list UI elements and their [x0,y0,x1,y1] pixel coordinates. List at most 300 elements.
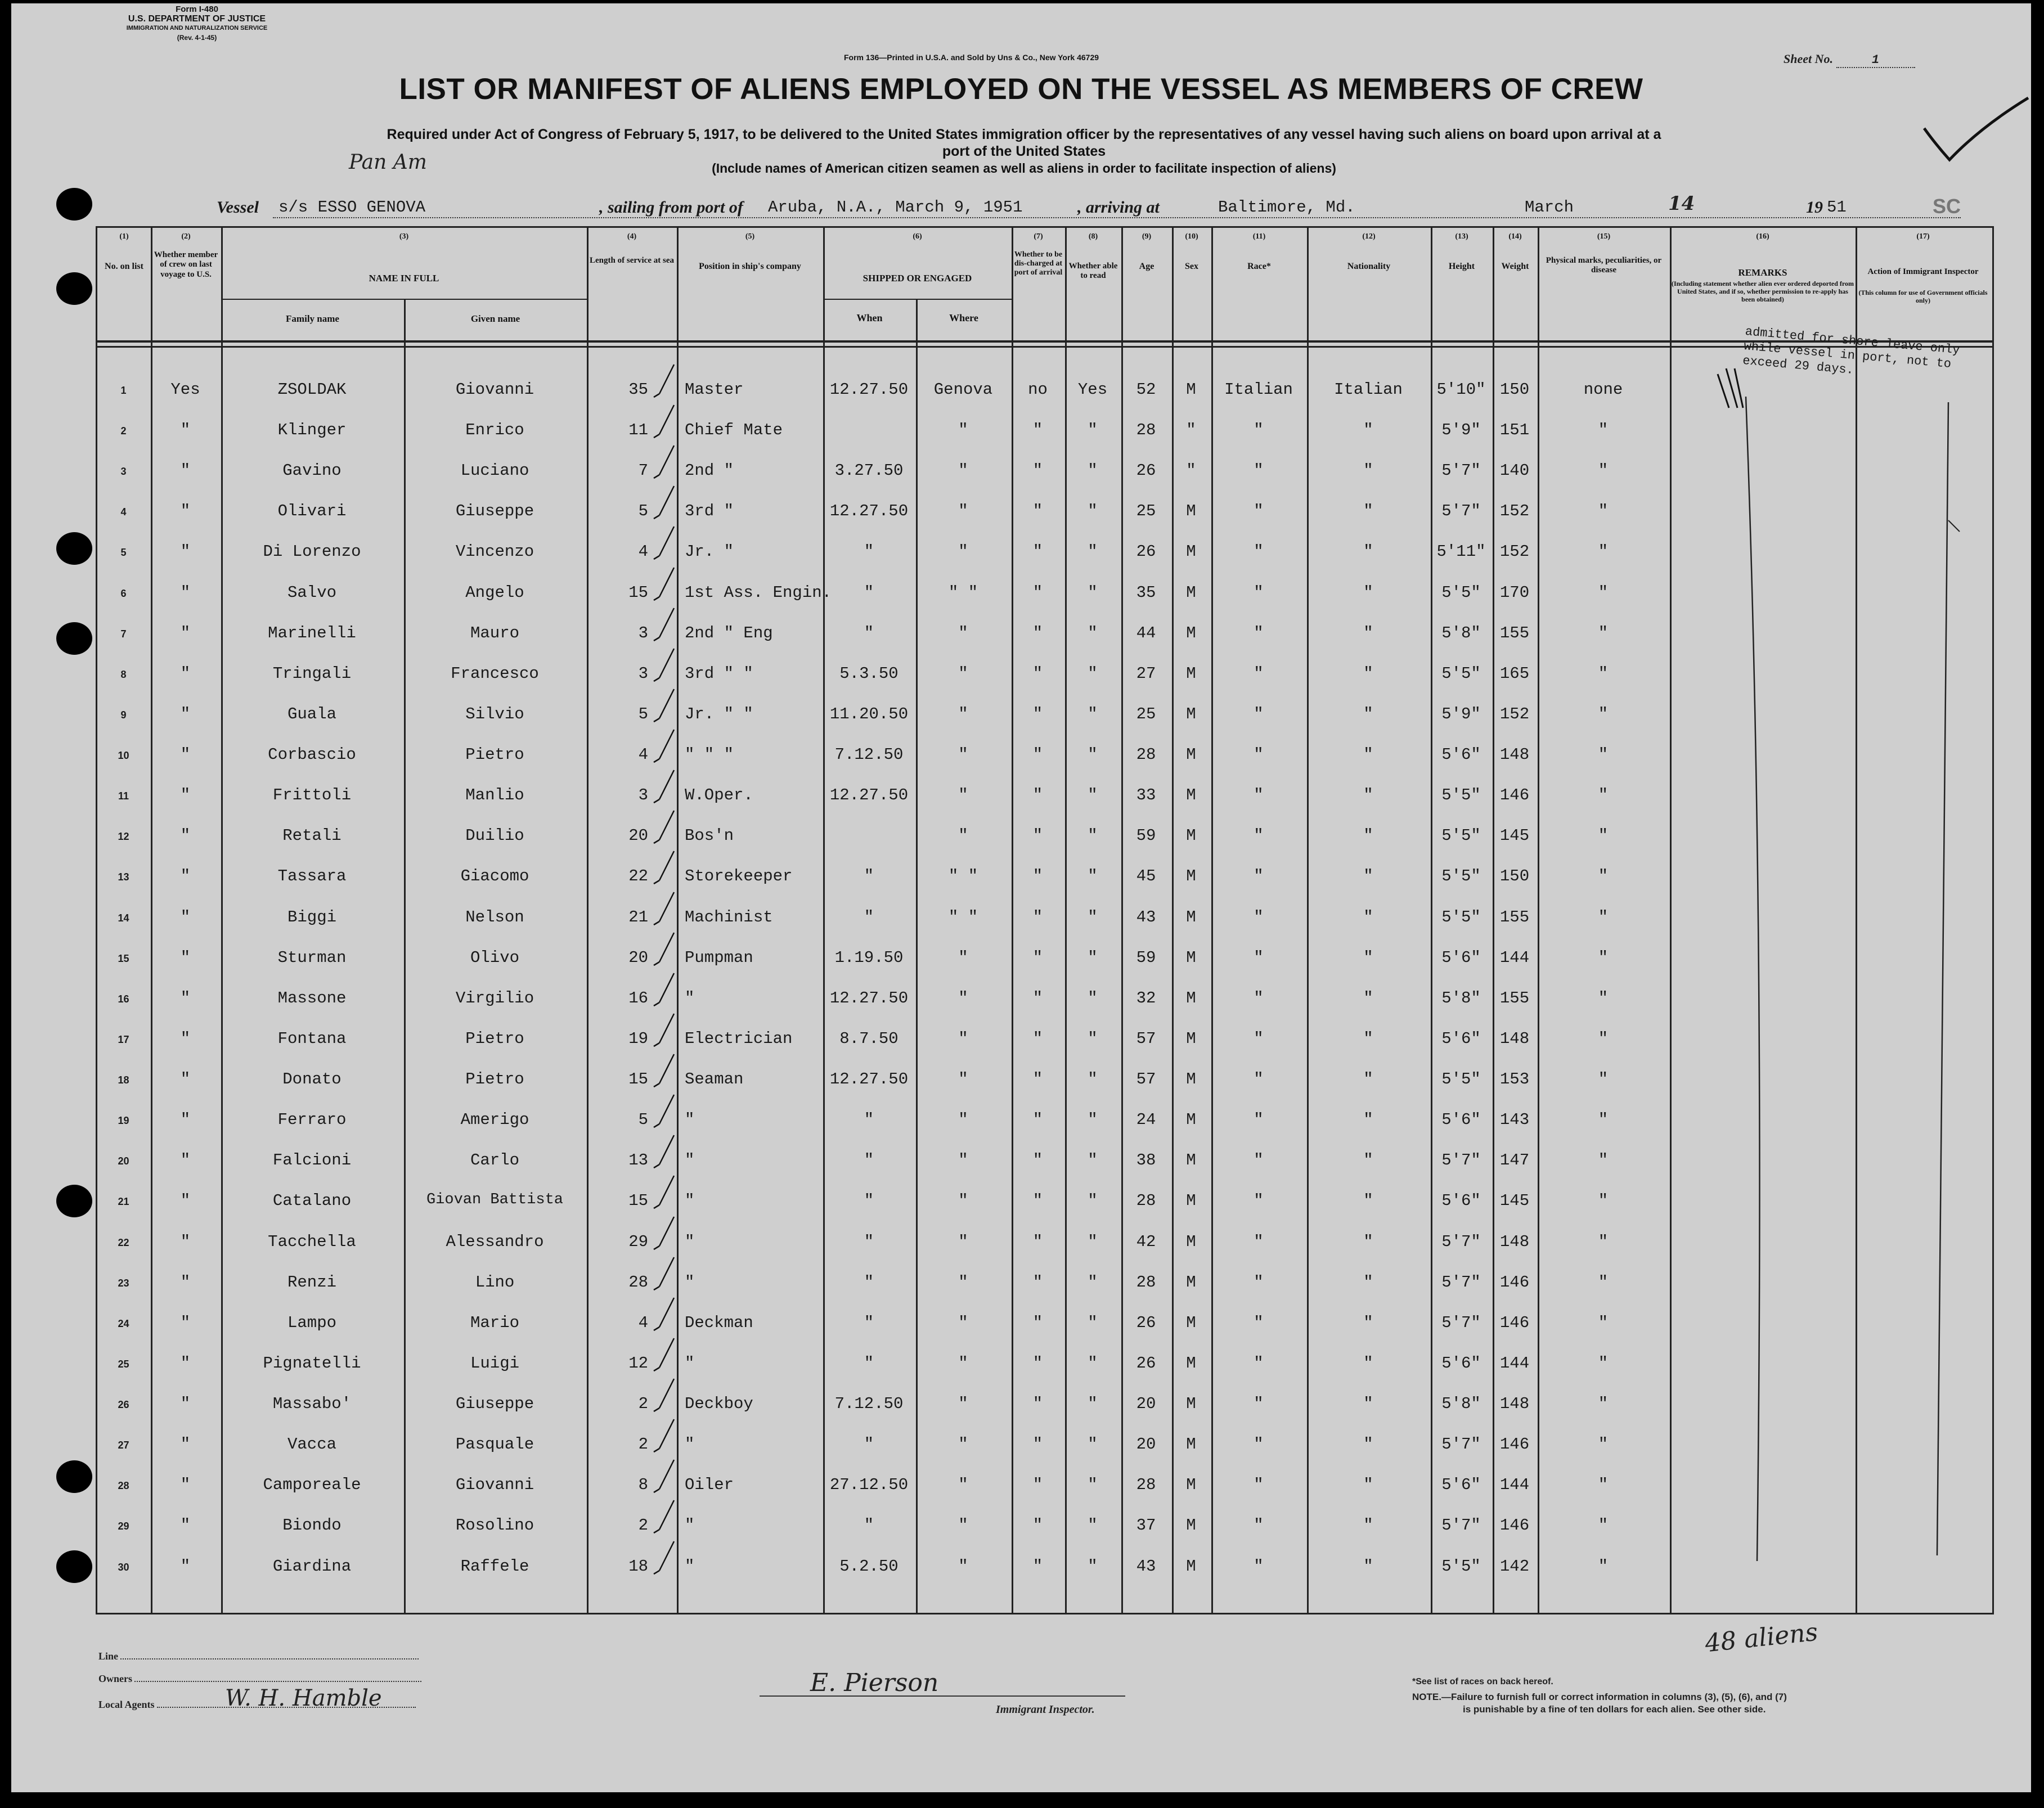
cell-discharged: " [1032,867,1043,886]
cell-given: Silvio [465,704,524,723]
cell-crew: " [180,421,191,440]
sheet-no: 1 [1836,53,1915,68]
cell-sex: M [1186,867,1196,886]
service-check-icon [652,444,685,484]
cell-service: 16 [628,988,648,1008]
cell-no: 24 [118,1317,129,1329]
table-row [97,461,1991,482]
cell-family: Corbascio [268,745,356,764]
cell-sex: M [1186,1191,1196,1211]
cell-when: 7.12.50 [834,745,904,764]
cell-given: Pietro [465,745,524,764]
service-check-icon [652,1418,685,1458]
cell-no: 3 [120,466,127,478]
cell-height: 5'5" [1441,826,1481,845]
cell-marks: " [1598,461,1609,480]
cell-weight: 150 [1499,380,1530,399]
service-check-icon [652,1297,685,1336]
cell-when: 8.7.50 [839,1029,899,1048]
service-check-icon [652,1378,685,1417]
cell-height: 5'5" [1441,867,1481,886]
cell-nationality: " [1363,1191,1373,1211]
cell-where: " " [948,907,978,927]
cell-weight: 143 [1499,1110,1530,1130]
column-header-13: Height [1448,262,1475,271]
cell-when: 3.27.50 [834,461,904,480]
cell-nationality: " [1363,542,1373,561]
cell-when: " [864,1191,874,1211]
footer-owners-label: Owners [98,1673,421,1685]
column-number-7: (7) [1034,232,1043,241]
cell-family: Fontana [277,1029,347,1048]
cell-family: Biggi [287,907,336,927]
cell-read: " [1088,1110,1098,1130]
column-header-1: No. on list [105,262,143,271]
cell-crew: " [180,542,191,561]
remarks-annotation: admitted for shore leave only while vessel in port, not to exceed 29 days. [1742,325,1961,377]
sailing-label: , sailing from port of [599,198,743,217]
cell-crew: Yes [170,380,200,399]
cell-given: Giovan Battista [426,1191,564,1209]
cell-weight: 145 [1499,1191,1530,1211]
punch-hole [56,532,92,565]
column-number-3: (3) [399,232,409,241]
cell-given: Lino [475,1272,515,1292]
cell-crew: " [180,704,191,723]
cell-position: " [685,1232,695,1251]
cell-where: " [958,542,968,561]
cell-service: 29 [628,1232,648,1251]
punch-hole [56,1185,92,1217]
cell-no: 20 [118,1155,129,1167]
inspector-caption: Immigrant Inspector. [996,1703,1095,1716]
cell-position: Pumpman [685,948,753,967]
cell-read: " [1088,1232,1098,1251]
cell-race: " [1254,1516,1264,1535]
cell-marks: " [1598,542,1609,561]
arrival-day: 14 [1668,192,1695,215]
cell-family: Salvo [287,583,336,602]
cell-read: " [1088,1191,1098,1211]
cell-service: 18 [628,1557,648,1576]
cell-marks: " [1598,1272,1609,1292]
cell-family: Di Lorenzo [263,542,361,561]
cell-position: " [685,1191,695,1211]
cell-age: 28 [1136,745,1156,764]
cell-where: " [958,1476,968,1495]
column-number-10: (10) [1185,232,1198,241]
cell-no: 1 [120,385,127,396]
cell-when: 5.3.50 [839,664,899,683]
cell-where: " [958,826,968,845]
cell-family: ZSOLDAK [277,380,347,399]
service-check-icon [652,1216,685,1255]
column-number-8: (8) [1088,232,1098,241]
cell-where: " [958,502,968,521]
cell-crew: " [180,583,191,602]
cell-marks: " [1598,421,1609,440]
cell-when: 7.12.50 [834,1395,904,1414]
cell-service: 20 [628,826,648,845]
cell-nationality: " [1363,1029,1373,1048]
cell-position: " [685,1110,695,1130]
cell-when: " [864,907,874,927]
punch-hole [56,622,92,655]
cell-given: Giacomo [460,867,529,886]
cell-where: " [958,623,968,642]
cell-marks: " [1598,1516,1609,1535]
cell-position: " [685,1272,695,1292]
cell-read: " [1088,1029,1098,1048]
column-number-9: (9) [1142,232,1152,241]
cell-height: 5'7" [1441,1151,1481,1170]
cell-read: " [1088,502,1098,521]
table-row [97,948,1991,969]
cell-where: " [958,1191,968,1211]
service-check-icon [652,688,685,727]
cell-read: " [1088,542,1098,561]
cell-marks: " [1598,664,1609,683]
column-number-4: (4) [627,232,637,241]
cell-weight: 146 [1499,1435,1530,1454]
table-row [97,624,1991,644]
cell-height: 5'8" [1441,988,1481,1008]
cell-read: " [1088,1272,1098,1292]
corner-mark: SC [1933,195,1961,218]
cell-when: 5.2.50 [839,1557,899,1576]
column-header-14: Weight [1501,262,1529,271]
cell-read: " [1088,1516,1098,1535]
cell-read: " [1088,1557,1098,1576]
cell-service: 15 [628,1191,648,1211]
cell-service: 5 [638,502,648,521]
agents-signature: W. H. Hamble [225,1685,382,1711]
cell-sex: M [1186,1435,1196,1454]
cell-height: 5'5" [1441,1070,1481,1089]
cell-age: 42 [1136,1232,1156,1251]
cell-position: " [685,988,695,1008]
service-check-icon [652,647,685,687]
cell-race: " [1254,421,1264,440]
column-number-16: (16) [1756,232,1769,241]
cell-given: Carlo [470,1151,519,1170]
cell-given: Mario [470,1313,519,1332]
cell-race: " [1254,1353,1264,1373]
cell-no: 12 [118,831,129,843]
table-row [97,705,1991,725]
cell-race: " [1254,583,1264,602]
cell-position: Deckman [685,1313,753,1332]
cell-race: " [1254,988,1264,1008]
cell-discharged: " [1032,1476,1043,1495]
column-number-6: (6) [913,232,922,241]
cell-when: " [864,1313,874,1332]
cell-race: " [1254,1557,1264,1576]
cell-where: " [958,745,968,764]
table-row [97,1070,1991,1090]
cell-discharged: " [1032,1313,1043,1332]
cell-where: " [958,1313,968,1332]
cell-marks: " [1598,745,1609,764]
cell-when: 27.12.50 [829,1476,909,1495]
cell-discharged: " [1032,826,1043,845]
footer-agents-label: Local Agents [98,1699,416,1711]
cell-weight: 153 [1499,1070,1530,1089]
cell-nationality: " [1363,583,1373,602]
cell-service: 5 [638,704,648,723]
cell-race: " [1254,1110,1264,1130]
cell-weight: 148 [1499,1029,1530,1048]
cell-when: " [864,583,874,602]
cell-age: 26 [1136,542,1156,561]
cell-position: W.Oper. [685,786,753,805]
cell-given: Francesco [451,664,539,683]
service-check-icon [652,607,685,646]
cell-given: Raffele [460,1557,529,1576]
cell-read: " [1088,1313,1098,1332]
cell-when: " [864,1353,874,1373]
cell-where: " [958,1151,968,1170]
sheet-label: Sheet No. [1784,52,1833,66]
cell-service: 21 [628,907,648,927]
cell-weight: 146 [1499,1516,1530,1535]
cell-given: Amerigo [460,1110,529,1130]
cell-read: " [1088,623,1098,642]
cell-where: " [958,1272,968,1292]
table-row [97,1029,1991,1050]
cell-family: Frittoli [272,786,352,805]
column-number-12: (12) [1362,232,1376,241]
cell-nationality: " [1363,1395,1373,1414]
service-check-icon [652,1499,685,1539]
cell-nationality: " [1363,786,1373,805]
cell-read: " [1088,421,1098,440]
cell-marks: " [1598,1151,1609,1170]
cell-no: 23 [118,1277,129,1289]
cell-crew: " [180,1191,191,1211]
column-header-8: Whether able to read [1068,262,1118,281]
cell-crew: " [180,948,191,967]
given-name-header: Given name [470,313,520,324]
cell-height: 5'10" [1436,380,1486,399]
service-check-icon [652,363,685,403]
cell-family: Giardina [272,1557,352,1576]
cell-when: 12.27.50 [829,502,909,521]
cell-where: " [958,988,968,1008]
cell-discharged: " [1032,1435,1043,1454]
table-row [97,908,1991,928]
cell-height: 5'7" [1441,1272,1481,1292]
race-note: *See list of races on back hereof. [1412,1677,1553,1686]
cell-age: 28 [1136,421,1156,440]
cell-marks: " [1598,1435,1609,1454]
cell-race: " [1254,1476,1264,1495]
cell-race: " [1254,664,1264,683]
cell-read: " [1088,1353,1098,1373]
footer-line-label: Line [98,1650,419,1662]
cell-family: Sturman [277,948,347,967]
cell-service: 4 [638,1313,648,1332]
cell-nationality: " [1363,948,1373,967]
cell-where: " [958,421,968,440]
cell-nationality: " [1363,1435,1373,1454]
cell-crew: " [180,867,191,886]
cell-crew: " [180,1353,191,1373]
cell-where: " [958,704,968,723]
cell-given: Giovanni [455,1476,534,1495]
table-row [97,380,1991,401]
cell-read: " [1088,1151,1098,1170]
cell-height: 5'7" [1441,1435,1481,1454]
cell-sex: M [1186,1029,1196,1048]
cell-crew: " [180,907,191,927]
cell-read: " [1088,1395,1098,1414]
cell-marks: " [1598,704,1609,723]
cell-crew: " [180,1395,191,1414]
service-check-icon [652,566,685,606]
cell-given: Rosolino [455,1516,534,1535]
cell-no: 13 [118,871,129,883]
cell-marks: " [1598,1476,1609,1495]
cell-age: 44 [1136,623,1156,642]
cell-service: 12 [628,1353,648,1373]
table-row [97,1435,1991,1455]
cell-discharged: " [1032,1272,1043,1292]
cell-read: " [1088,704,1098,723]
table-row [97,867,1991,887]
cell-sex: M [1186,826,1196,845]
printer-line: Form 136—Printed in U.S.A. and Sold by Uns & Co., New York 46729 [844,53,1099,62]
cell-crew: " [180,826,191,845]
cell-height: 5'7" [1441,1516,1481,1535]
cell-marks: " [1598,1557,1609,1576]
cell-height: 5'7" [1441,1313,1481,1332]
cell-nationality: " [1363,826,1373,845]
cell-no: 4 [120,506,127,518]
cell-discharged: " [1032,664,1043,683]
cell-weight: 152 [1499,502,1530,521]
cell-marks: " [1598,1232,1609,1251]
column-header-9: Age [1139,262,1154,271]
cell-service: 28 [628,1272,648,1292]
cell-nationality: " [1363,461,1373,480]
cell-weight: 155 [1499,623,1530,642]
cell-age: 33 [1136,786,1156,805]
cell-family: Tringali [272,664,352,683]
service-check-icon [652,809,685,849]
action-note: (This column for use of Government officials only) [1858,289,1988,304]
cell-position: 3rd " [685,502,734,521]
cell-position: " [685,1516,695,1535]
column-header-16: REMARKS [1738,267,1787,278]
cell-where: " [958,1232,968,1251]
inspector-signature: E. Pierson [810,1668,939,1697]
cell-sex: M [1186,583,1196,602]
cell-discharged: " [1032,623,1043,642]
cell-given: Mauro [470,623,519,642]
cell-where: " [958,1029,968,1048]
cell-service: 20 [628,948,648,967]
cell-no: 25 [118,1358,129,1370]
cell-crew: " [180,745,191,764]
cell-height: 5'6" [1441,1353,1481,1373]
cell-race: " [1254,704,1264,723]
column-header-7: Whether to be dis-charged at port of arrival [1014,250,1063,277]
cell-service: 5 [638,1110,648,1130]
cell-crew: " [180,1029,191,1048]
cell-nationality: " [1363,1272,1373,1292]
cell-height: 5'7" [1441,1232,1481,1251]
cell-weight: 165 [1499,664,1530,683]
cell-no: 27 [118,1440,129,1451]
cell-family: Tassara [277,867,347,886]
remarks-note: (Including statement whether alien ever ordered deported from United States, and if so, whether permission to re-apply has been obtained) [1671,280,1854,303]
cell-no: 15 [118,952,129,964]
cell-given: Alessandro [446,1232,544,1251]
cell-age: 59 [1136,948,1156,967]
cell-service: 22 [628,867,648,886]
column-header-12: Nationality [1347,262,1391,271]
cell-sex: M [1186,1557,1196,1576]
cell-age: 37 [1136,1516,1156,1535]
cell-sex: M [1186,502,1196,521]
cell-crew: " [180,1313,191,1332]
cell-discharged: " [1032,1110,1043,1130]
cell-family: Renzi [287,1272,336,1292]
cell-no: 14 [118,912,129,924]
where-header: Where [949,312,978,323]
table-row [97,1516,1991,1536]
cell-weight: 151 [1499,421,1530,440]
cell-marks: " [1598,948,1609,967]
cell-age: 28 [1136,1191,1156,1211]
cell-read: " [1088,583,1098,602]
cell-age: 32 [1136,988,1156,1008]
cell-weight: 155 [1499,988,1530,1008]
cell-family: Massabo' [272,1395,352,1414]
cell-where: " [958,1070,968,1089]
cell-race: " [1254,1395,1264,1414]
cell-discharged: " [1032,1516,1043,1535]
cell-weight: 148 [1499,1395,1530,1414]
subtitle: Required under Act of Congress of February 5, 1917, to be delivered to the United States immigration officer by the representatives of any vessel having such aliens on board upon arrival at a port of the United States (Include names of American citizen seamen as well as aliens in order to facilitate inspection of aliens) [387,127,1661,176]
cell-sex: M [1186,1395,1196,1414]
cell-given: Angelo [465,583,524,602]
cell-when: " [864,1110,874,1130]
cell-given: Manlio [465,786,524,805]
cell-age: 25 [1136,704,1156,723]
cell-read: " [1088,1476,1098,1495]
cell-given: Enrico [465,421,524,440]
cell-where: " [958,1557,968,1576]
cell-sex: M [1186,1476,1196,1495]
cell-service: 4 [638,745,648,764]
service-check-icon [652,1459,685,1498]
cell-when: " [864,1272,874,1292]
cell-service: 3 [638,623,648,642]
table-row [97,664,1991,685]
cell-nationality: " [1363,867,1373,886]
cell-no: 17 [118,1033,129,1045]
cell-given: Pietro [465,1029,524,1048]
cell-position: " " " [685,745,734,764]
cell-position: Master [685,380,744,399]
cell-family: Vacca [287,1435,336,1454]
cell-race: " [1254,623,1264,642]
cell-crew: " [180,1557,191,1576]
cell-read: Yes [1077,380,1108,399]
cell-marks: " [1598,1395,1609,1414]
